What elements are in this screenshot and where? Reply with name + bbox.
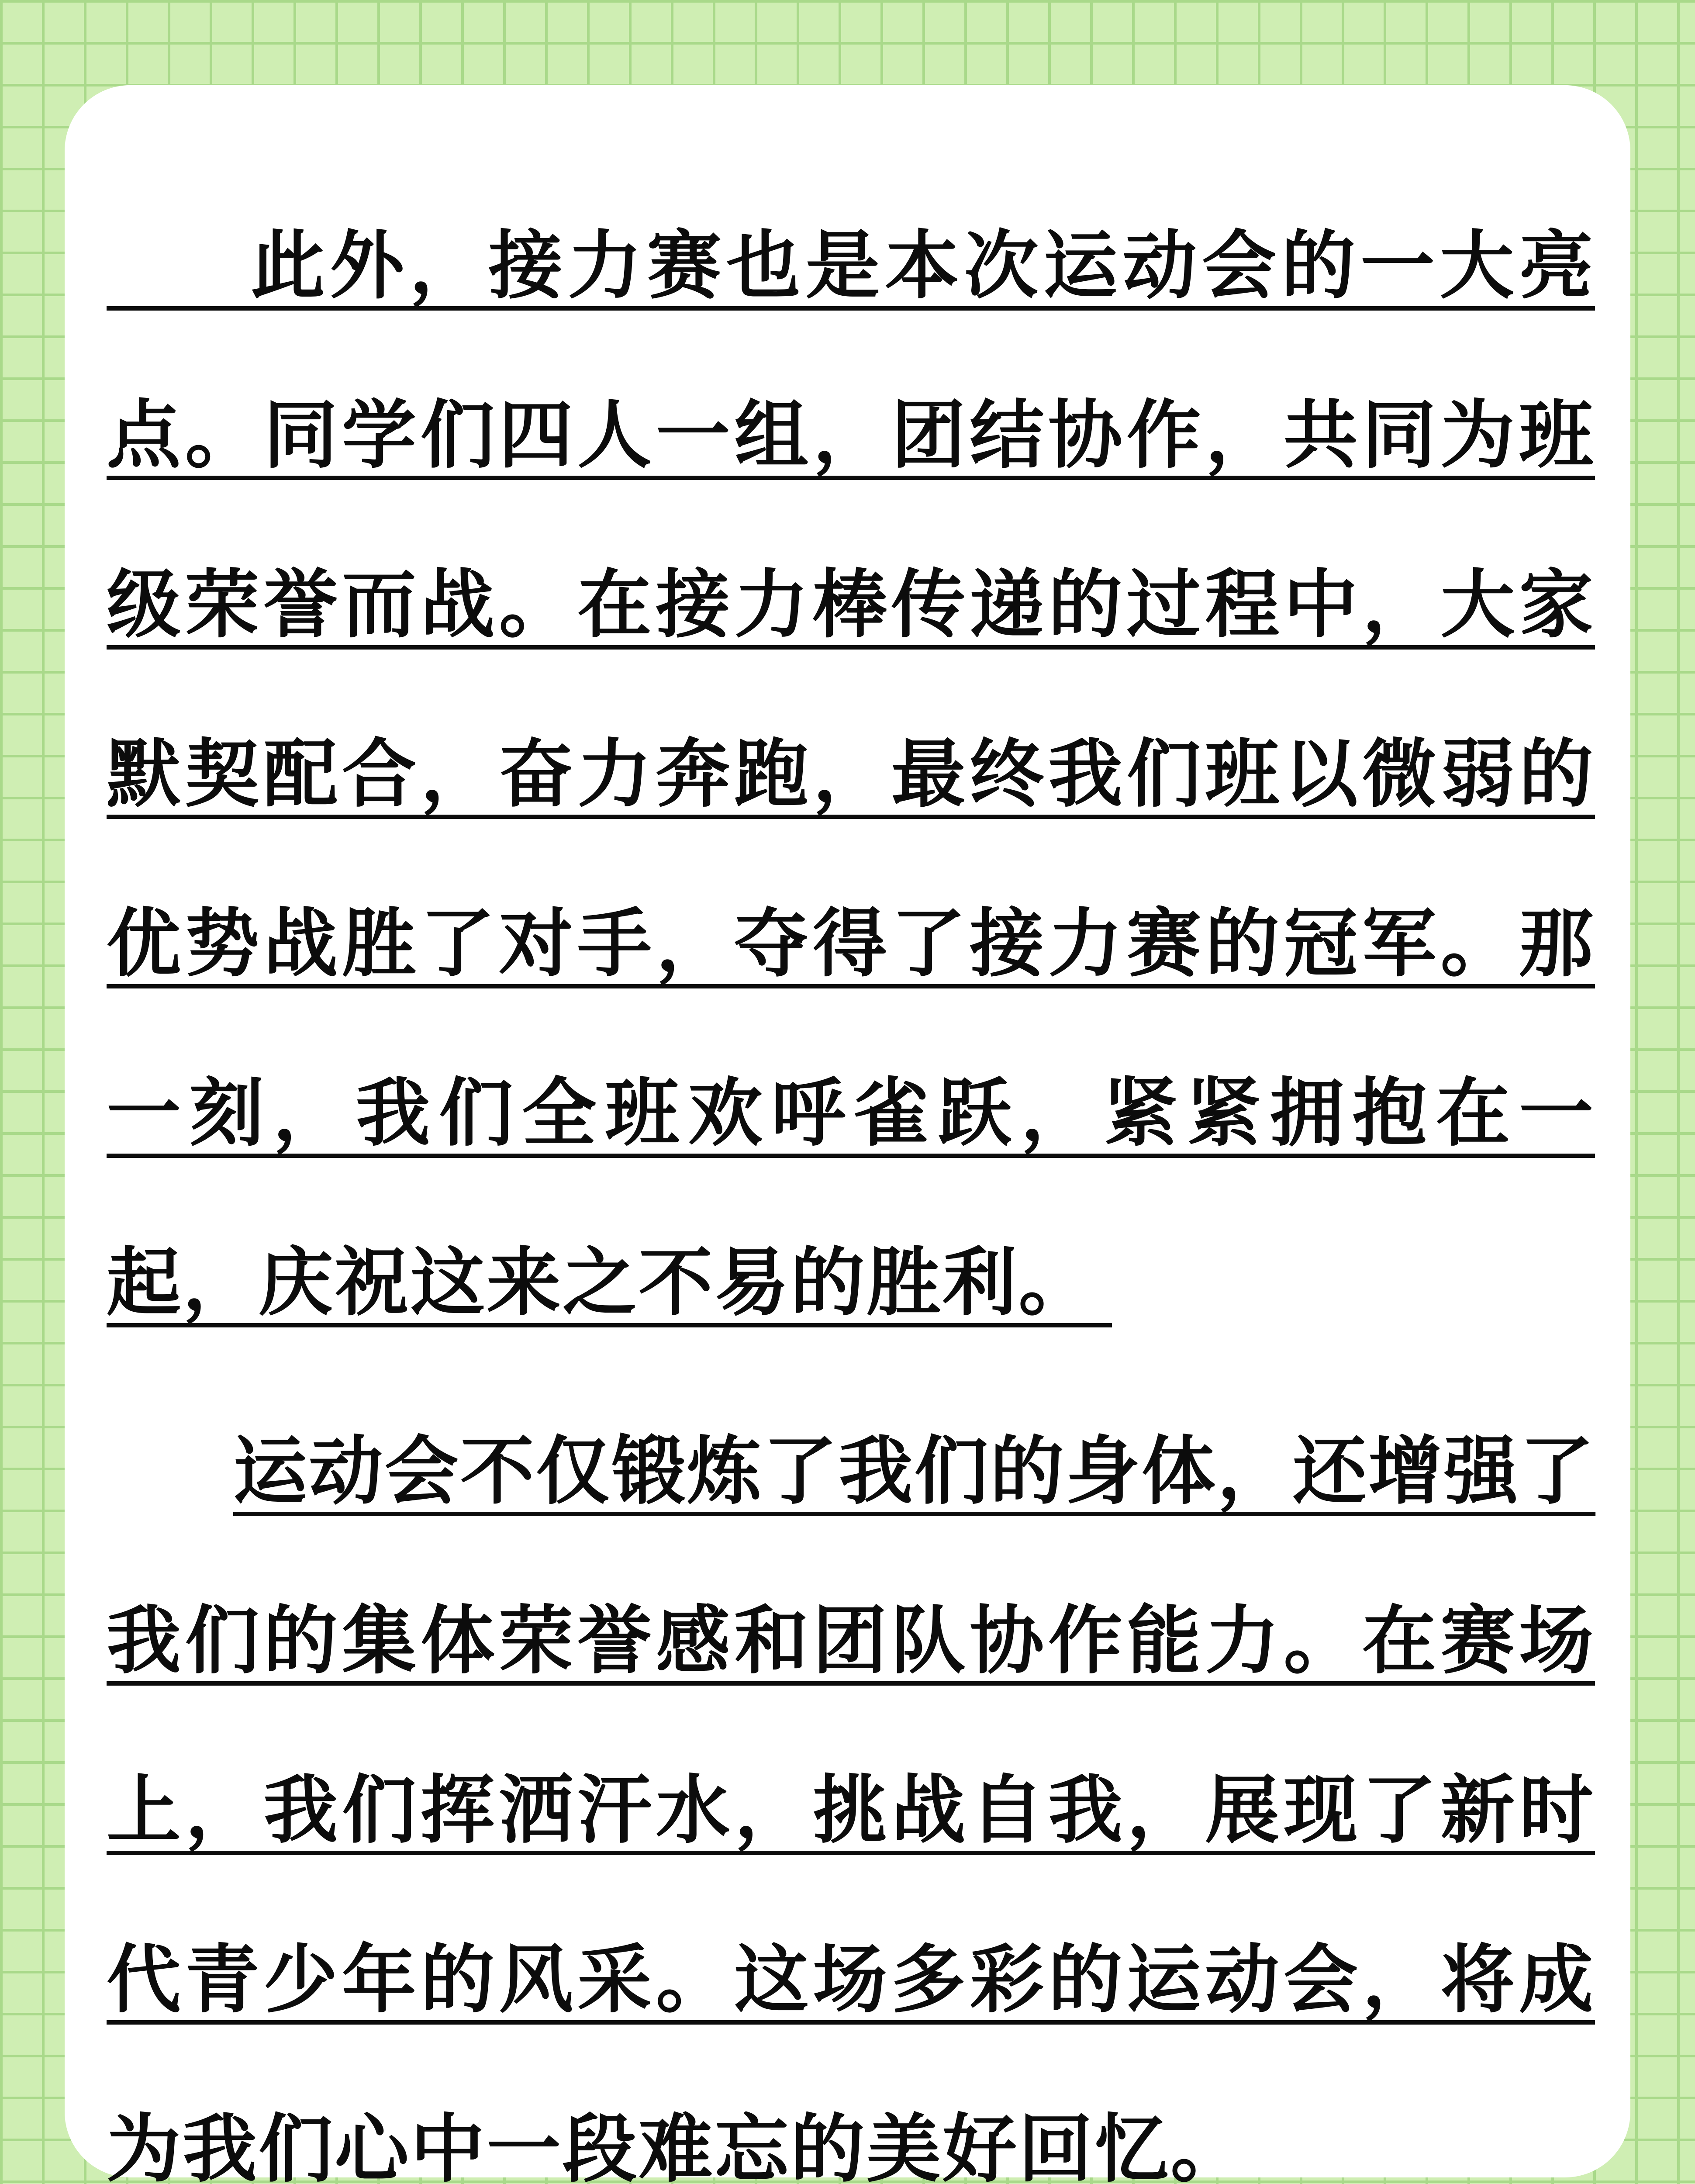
underlined-text: 默契配合，奋力奔跑，最终我们班以微弱的 bbox=[107, 737, 1595, 819]
text-line bbox=[107, 2046, 1595, 2184]
paragraph-relay-race bbox=[107, 163, 1595, 1349]
underlined-text: 优势战胜了对手，夺得了接力赛的冠军。那 bbox=[107, 906, 1595, 988]
underlined-text: 为我们心中一段难忘的美好回忆。 bbox=[107, 2112, 1264, 2184]
text-line bbox=[107, 1368, 1595, 1538]
content-card bbox=[65, 85, 1630, 2184]
underlined-text: 级荣誉而战。在接力棒传递的过程中，大家 bbox=[107, 567, 1595, 650]
text-line bbox=[107, 1538, 1595, 1707]
underlined-text: 代青少年的风采。这场多彩的运动会，将成 bbox=[107, 1942, 1595, 2025]
text-line bbox=[107, 332, 1595, 502]
underlined-text: 我们的集体荣誉感和团队协作能力。在赛场 bbox=[107, 1603, 1595, 1686]
text-line bbox=[107, 1707, 1595, 1877]
underlined-text: 起，庆祝这来之不易的胜利。 bbox=[107, 1245, 1112, 1327]
paragraph-conclusion bbox=[107, 1368, 1595, 2184]
underlined-text: 上，我们挥洒汗水，挑战自我，展现了新时 bbox=[107, 1773, 1595, 1855]
underlined-text: 此外，接力赛也是本次运动会的一大亮 bbox=[107, 228, 1595, 311]
underlined-text: 运动会不仅锻炼了我们的身体，还增强了 bbox=[233, 1434, 1595, 1516]
underlined-text: 一刻，我们全班欢呼雀跃，紧紧拥抱在一 bbox=[107, 1076, 1595, 1158]
text-line bbox=[107, 1010, 1595, 1180]
text-line bbox=[107, 163, 1595, 332]
text-line bbox=[107, 1180, 1595, 1349]
text-line bbox=[107, 841, 1595, 1010]
text-line bbox=[107, 502, 1595, 671]
underlined-text: 点。同学们四人一组，团结协作，共同为班 bbox=[107, 398, 1595, 480]
text-line bbox=[107, 1877, 1595, 2046]
text-line bbox=[107, 671, 1595, 841]
